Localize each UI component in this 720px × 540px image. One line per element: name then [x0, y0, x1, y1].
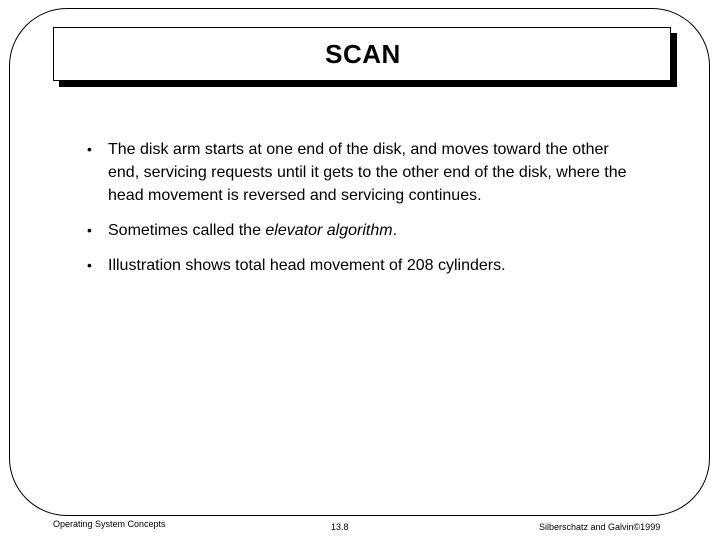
- bullet-icon: •: [87, 141, 92, 157]
- bullet-list: [87, 138, 627, 277]
- slide-title: SCAN: [325, 39, 401, 69]
- bullet-text-3: Illustration shows total head movement of 208 cylinders.: [108, 257, 506, 274]
- title-box: [53, 27, 671, 81]
- bullet-text-2-emphasis: elevator algorithm: [265, 222, 393, 239]
- bullet-text-2-suffix: .: [392, 222, 398, 239]
- bullet-icon: •: [87, 257, 92, 273]
- footer-course: Operating System Concepts: [53, 519, 166, 529]
- bullet-icon: •: [87, 222, 92, 238]
- footer-copyright: Silberschatz and Galvin©1999: [539, 522, 661, 532]
- footer-page-number: 13.8: [331, 522, 349, 532]
- bullet-text-1: The disk arm starts at one end of the disk, and moves toward the other end, servicing requests until it gets to the other end of the disk, where the head movement is reversed and servicing continues.: [108, 141, 627, 204]
- bullet-item-2: [87, 219, 627, 242]
- bullet-item-1: [87, 138, 627, 207]
- bullet-item-3: [87, 254, 627, 277]
- bullet-text-2-prefix: Sometimes called the: [108, 222, 266, 239]
